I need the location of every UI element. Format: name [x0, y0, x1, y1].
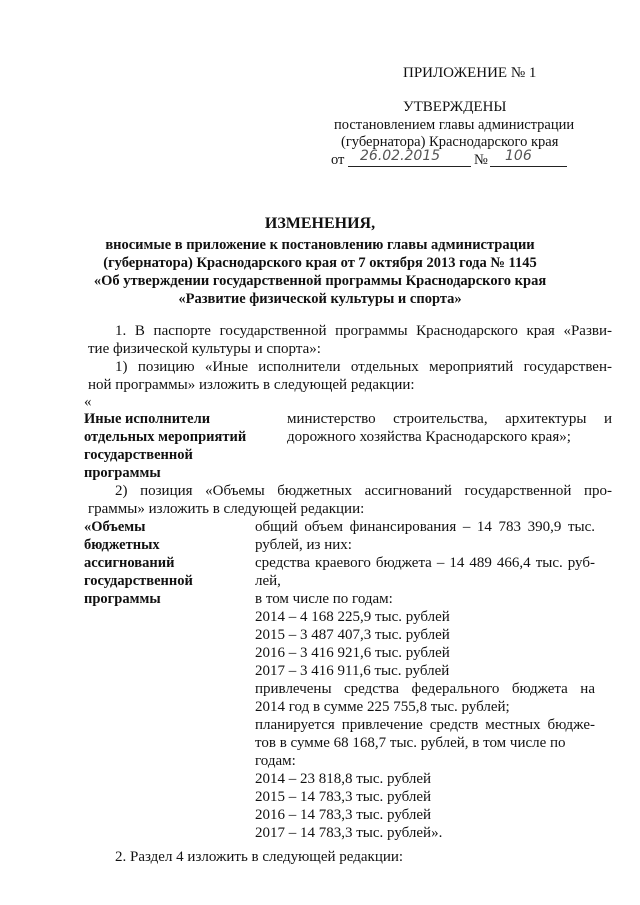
table1-label-line: программы — [84, 465, 161, 481]
title-line-4: «Развитие физической культуры и спорта» — [178, 291, 462, 307]
table2-value-line: в том числе по годам: — [255, 591, 393, 607]
title-line-2: (губернатора) Краснодарского края от 7 октября 2013 года № 1145 — [103, 255, 537, 271]
date-prefix: от — [331, 152, 345, 168]
appendix-label: ПРИЛОЖЕНИЕ № 1 — [403, 65, 537, 81]
document-title: ИЗМЕНЕНИЯ, — [264, 215, 376, 232]
table2-value-line: 2015 – 3 487 407,3 тыс. рублей — [255, 627, 450, 643]
table2-label-line: бюджетных — [84, 537, 160, 553]
table2-value-line: 2014 – 4 168 225,9 тыс. рублей — [255, 609, 450, 625]
title-line-1: вносимые в приложение к постановлению главы администрации — [105, 237, 535, 253]
paragraph-2-line-1: 1) позицию «Иные исполнители отдельных мероприятий государствен- — [115, 359, 612, 375]
paragraph-3-line-1: 2) позиция «Объемы бюджетных ассигнований государственной про- — [115, 483, 612, 499]
table2-value-line: лей, — [255, 573, 281, 589]
table2-value-line: 2017 – 3 416 911,6 тыс. рублей — [255, 663, 450, 679]
paragraph-2-line-2: ной программы» изложить в следующей редакции: — [88, 377, 415, 393]
approved-by-line-1: постановлением главы администрации — [334, 117, 575, 133]
table2-value-line: годам: — [255, 753, 296, 769]
table2-value-line: 2014 – 23 818,8 тыс. рублей — [255, 771, 432, 787]
table2-value-line: 2016 – 3 416 921,6 тыс. рублей — [255, 645, 450, 661]
table1-label-line: Иные исполнители — [84, 411, 211, 427]
open-quote: « — [84, 394, 92, 410]
table1-label-line: государственной — [84, 447, 193, 463]
table1-value-line: дорожного хозяйства Краснодарского края»; — [287, 429, 571, 445]
table2-value-line: средства краевого бюджета – 14 489 466,4 тыс. руб- — [255, 555, 595, 571]
table2-value-line: 2014 год в сумме 225 755,8 тыс. рублей; — [255, 699, 510, 715]
date-handwritten: 26.02.2015 — [360, 148, 441, 164]
table2-value-line: 2015 – 14 783,3 тыс. рублей — [255, 789, 432, 805]
table2-value-line: общий объем финансирования – 14 783 390,9 тыс. — [255, 519, 595, 535]
number-prefix: № — [474, 152, 488, 168]
table2-value-line: тов в сумме 68 168,7 тыс. рублей, в том числе по — [255, 735, 566, 751]
table2-value-line: 2016 – 14 783,3 тыс. рублей — [255, 807, 432, 823]
number-handwritten: 106 — [505, 148, 532, 164]
table2-label-line: ассигнований — [84, 555, 175, 571]
table2-value-line: планируется привлечение средств местных бюдже- — [255, 717, 595, 733]
approved-label: УТВЕРЖДЕНЫ — [403, 99, 507, 115]
table2-label-line: программы — [84, 591, 161, 607]
title-line-3: «Об утверждении государственной программы Краснодарского края — [93, 273, 547, 289]
paragraph-3-line-2: граммы» изложить в следующей редакции: — [88, 501, 365, 517]
table2-value-line: рублей, из них: — [255, 537, 352, 553]
paragraph-4: 2. Раздел 4 изложить в следующей редакции: — [115, 849, 404, 865]
table2-label-line: «Объемы — [84, 519, 146, 535]
paragraph-1-line-2: тие физической культуры и спорта»: — [88, 341, 321, 357]
table2-label-line: государственной — [84, 573, 193, 589]
number-underline — [490, 166, 567, 167]
table2-value-line: 2017 – 14 783,3 тыс. рублей». — [255, 825, 443, 841]
table1-value-line: министерство строительства, архитектуры и — [287, 411, 612, 427]
date-underline — [348, 166, 471, 167]
table1-label-line: отдельных мероприятий — [84, 429, 247, 445]
approved-by-line-2: (губернатора) Краснодарского края — [341, 134, 559, 150]
paragraph-1-line-1: 1. В паспорте государственной программы Краснодарского края «Разви- — [115, 323, 612, 339]
table2-value-line: привлечены средства федерального бюджета на — [255, 681, 595, 697]
